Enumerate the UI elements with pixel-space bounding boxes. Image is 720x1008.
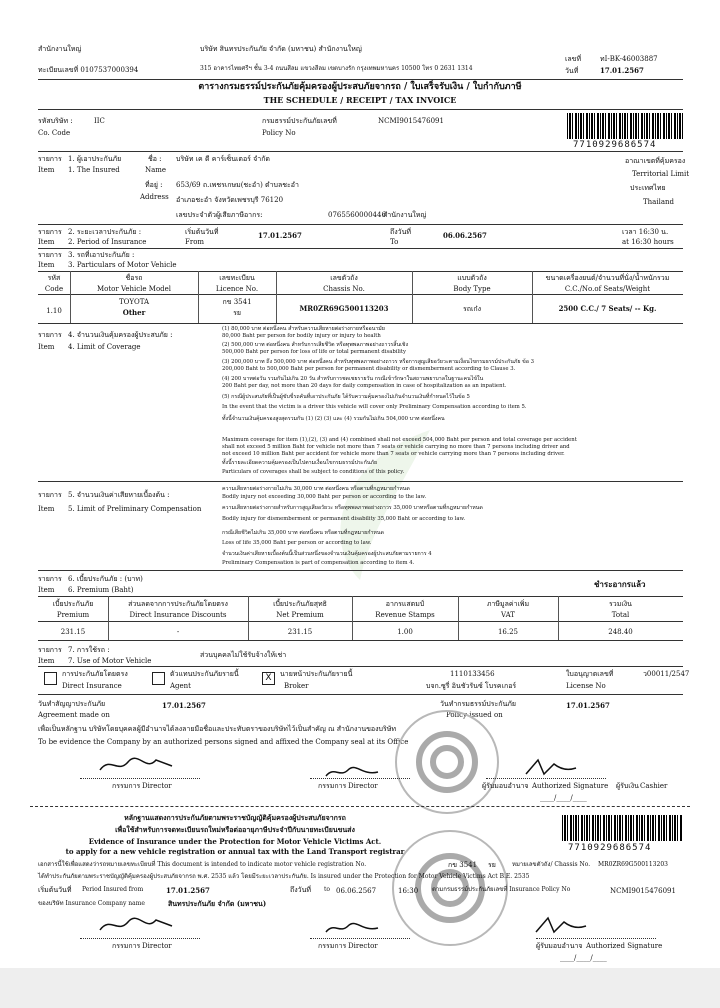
evidence-to: 06.06.2567 <box>336 887 377 895</box>
authorized-signature-icon <box>520 754 580 780</box>
broker-code: 1110133456 <box>450 670 495 678</box>
license-label: ใบอนุญาตเลขที่ <box>566 670 614 678</box>
director-label: กรรมการ <box>112 782 141 790</box>
company-name: บริษัท สินทรประกันภัย จำกัด (มหาชน) สำนักงานใหญ่ <box>200 45 362 53</box>
total-col: รวมเงิน <box>609 600 632 608</box>
company-code-label: รหัสบริษัท : <box>38 117 73 125</box>
vat-col: ภาษีมูลค่าเพิ่ม <box>486 600 530 608</box>
policy-number: NCMI9015476091 <box>378 117 444 125</box>
item-label-en: Item <box>38 657 55 665</box>
evidence-policy-label: ตามกรมธรรม์ประกันภัยเลขที่ Insurance Policy No <box>432 886 571 893</box>
use-label: 7. การใช้รถ : <box>68 646 110 654</box>
evidence-chassis-label: หมายเลขตัวถัง/ Chassis No. <box>512 861 591 868</box>
preliminary-line: จำนวนเงินค่าเสียหายเบื้องต้นนี้เป็นส่วนหนึ่งของจำนวนเงินคุ้มครองผู้ประสบภัยตามรายการ 4 <box>222 551 432 557</box>
vehicle-col-model-en: Motor Vehicle Model <box>96 285 172 293</box>
preliminary-label-en: 5. Limit of Preliminary Compensation <box>68 505 202 513</box>
item-label-en: Item <box>38 343 55 351</box>
preliminary-line: Bodily injury not exceeding 30,000 Baht per person or according to the law. <box>222 494 427 500</box>
vehicle-licence: กข 3541 <box>222 298 252 306</box>
preliminary-label: 5. จำนวนเงินค่าเสียหายเบื้องต้น : <box>68 491 170 499</box>
net-premium-col: เบี้ยประกันภัยสุทธิ <box>273 600 327 608</box>
policy-no-label: กรมธรรม์ประกันภัยเลขที่ <box>262 117 337 125</box>
cashier-label: ผู้รับเงิน <box>616 782 639 790</box>
item-label-en: Item <box>38 505 55 513</box>
insured-branch: สำนักงานใหญ่ <box>383 211 427 219</box>
vehicle-body-type: รถเก๋ง <box>462 305 482 313</box>
vehicle-code: 1.10 <box>46 307 62 315</box>
coverage-line: 200,000 Baht to 500,000 Baht per person for permanent disability or dismemberment according to Clause 3. <box>222 366 516 372</box>
evidence-title-th2: เพื่อใช้สำหรับการจดทะเบียนรถใหม่หรือต่ออายุภาษีประจำปีกับนายทะเบียนขนส่ง <box>115 825 355 834</box>
coverage-line: Maximum coverage for item (1),(2), (3) and (4) combined shall not exceed 504,000 Baht per person and total coverage per accident <box>222 437 577 443</box>
period-from: 17.01.2567 <box>258 231 302 240</box>
director-signature-icon <box>96 912 176 938</box>
territory-country: ประเทศไทย <box>630 184 666 192</box>
insured-address-1: 653/69 ถ.เพชรเกษม(ชะอำ) ตำบลชะอำ <box>176 181 299 189</box>
coverage-line: 80,000 Baht per person for bodily injury or injury to health <box>222 333 381 339</box>
vehicle-label-en: 3. Particulars of Motor Vehicle <box>68 261 177 269</box>
vat-value: 16.25 <box>497 628 519 636</box>
company-code-label-en: Co. Code <box>38 129 71 137</box>
authorized-label: ผู้รับมอบอำนาจ <box>482 782 529 790</box>
address-label: ที่อยู่ : <box>145 181 163 189</box>
vehicle-cc: 2500 C.C./ 7 Seats/ -- Kg. <box>558 304 657 313</box>
vehicle-chassis: MR0ZR69G500113203 <box>299 304 389 313</box>
coverage-line: 200 Baht per day, not more than 20 days for daily compensation in case of hospitalization as an inpatient. <box>222 383 507 389</box>
issue-label-en: Policy issued on <box>446 711 503 719</box>
evidence-from-label: เริ่มต้นวันที่ <box>38 886 72 894</box>
preliminary-line: Bodily injury for dismemberment or permanent disability 35,000 Baht or according to law. <box>222 516 466 522</box>
coverage-line: not exceed 10 million Baht per accident for vehicle more than 7 seats or vehicle carrying more than 7 persons including driver. <box>222 451 565 457</box>
coverage-line: (2) 500,000 บาท ต่อหนึ่งคน สำหรับการเสียชีวิต หรือทุพพลภาพอย่างถาวรสิ้นเชิง <box>222 342 409 348</box>
coverage-line: (1) 80,000 บาท ต่อหนึ่งคน สำหรับความเสียหายต่อร่างกายหรืออนามัย <box>222 326 385 332</box>
director-label: กรรมการ <box>318 782 347 790</box>
evidence-title-en2: to apply for a new vehicle registration or annual tax with the Land Transport registrar <box>65 847 405 856</box>
director-label-en: Director <box>142 942 172 950</box>
premium-label-en: 6. Premium (Baht) <box>68 586 134 594</box>
evidence-licence: กข 3541 <box>448 861 478 869</box>
item-label-en: Item <box>38 238 55 246</box>
territory-label: อาณาเขตที่คุ้มครอง <box>625 157 686 165</box>
period-to-label: ถึงวันที่ <box>390 228 411 236</box>
vehicle-make: TOYOTA <box>118 298 150 306</box>
evidence-from: 17.01.2567 <box>166 886 210 895</box>
item-label: รายการ <box>38 491 62 499</box>
head-office-label: สำนักงานใหญ่ <box>38 45 82 53</box>
insured-label: 1. ผู้เอาประกันภัย <box>68 155 122 163</box>
total-value: 248.40 <box>608 628 633 636</box>
direct-insurance-label-en: Direct Insurance <box>62 682 122 690</box>
period-label-en: 2. Period of Insurance <box>68 238 147 246</box>
insured-address-2: อำเภอชะอำ จังหวัดเพชรบุรี 76120 <box>176 196 284 204</box>
total-col-en: Total <box>611 611 630 619</box>
vehicle-label: 3. รถที่เอาประกันภัย : <box>68 251 135 259</box>
evidence-title-th1: หลักฐานแสดงการประกันภัยตามพระราชบัญญัติคุ้มครองผู้ประสบภัยจากรถ <box>124 813 346 822</box>
vehicle-col-chassis-en: Chassis No. <box>323 285 365 293</box>
item-label: รายการ <box>38 646 62 654</box>
discount-col-en: Direct Insurance Discounts <box>129 611 227 619</box>
evidence-statement-en: To be evidence the Company by an authorized persons signed and affixed the Company seal at its Office <box>38 738 409 746</box>
preliminary-line: กรณีเสียชีวิตไม่เกิน 35,000 บาท ต่อหนึ่งคน หรือตามที่กฎหมายกำหนด <box>222 530 384 536</box>
net-premium-col-en: Net Premium <box>276 611 324 619</box>
evidence-to-label-en: to <box>324 886 331 893</box>
policy-no-label-en: Policy No <box>262 129 296 137</box>
evidence-time: 16:30 <box>398 887 419 895</box>
director-label: กรรมการ <box>112 942 141 950</box>
agent-label-en: Agent <box>170 682 191 690</box>
director-label-en: Director <box>142 782 172 790</box>
vehicle-col-cc-en: C.C./No.of Seats/Weight <box>564 285 651 293</box>
cashier-label-en: Cashier <box>640 782 668 790</box>
agreement-label: วันทำสัญญาประกันภัย <box>38 700 106 708</box>
name-label-en: Name <box>145 166 167 174</box>
authorized-label-en: Authorized Signature <box>532 782 609 790</box>
coverage-line: (5) กรณีผู้ประสบภัยที่เป็นผู้ขับขี่รถคันที่เอาประกันภัย ได้รับความคุ้มครองไม่เกินจำนวนเงินที่กำหนดไว้ในข้อ 5 <box>222 394 470 400</box>
broker-checkbox[interactable]: X <box>262 672 275 685</box>
doc-no-label: เลขที่ <box>565 55 582 63</box>
stamps-col-en: Revenue Stamps <box>375 611 435 619</box>
use-label-en: 7. Use of Motor Vehicle <box>68 657 152 665</box>
coverage-line: ทั้งนี้จำนวนเงินคุ้มครองสูงสุดรวมกัน (1) (2) (3) และ (4) รวมกันไม่เกิน 504,000 บาท ต่อหนึ่งคน <box>222 416 445 422</box>
vehicle-col-body-en: Body Type <box>453 285 491 293</box>
address-label-en: Address <box>140 193 169 201</box>
coverage-line: shall not exceed 5 million Baht for vehicle not more than 7 seats or vehicle carrying no more than 7 persons including driver and <box>222 444 570 450</box>
period-from-label-en: From <box>185 238 205 246</box>
date-label: วันที่ <box>565 67 579 75</box>
territory-country-en: Thailand <box>643 198 674 206</box>
agreement-label-en: Agreement made on <box>38 711 110 719</box>
director-signature-icon <box>322 916 382 938</box>
period-time-en: at 16:30 hours <box>622 238 674 246</box>
item-label: รายการ <box>38 228 62 236</box>
broker-label-en: Broker <box>284 682 309 690</box>
broker-name: บจก.ซูรี่ อินชัวรันซ์ โบรคเกอร์ <box>426 682 517 690</box>
company-address: 315 อาคารไทยศรีฯ ชั้น 3-4 ถนนสีลม แขวงสีลม เขตบางรัก กรุงเทพมหานคร 10500 โทร 0 2631 1314 <box>200 65 473 72</box>
authorized-label-en: Authorized Signature <box>586 942 663 950</box>
period-time: เวลา 16:30 น. <box>622 228 669 236</box>
coverage-line: ทั้งนี้รายละเอียดความคุ้มครองเป็นไปตามเงื่อนไขกรมธรรม์ประกันภัย <box>222 460 378 466</box>
evidence-chassis: MR0ZR69G500113203 <box>598 861 668 868</box>
preliminary-line: ความเสียหายต่อร่างกายไม่เกิน 30,000 บาท ต่อหนึ่งคน หรือตามที่กฎหมายกำหนด <box>222 486 410 492</box>
evidence-from-label-en: Period Insured from <box>82 886 144 893</box>
vehicle-col-code: รหัส <box>47 274 61 282</box>
item-label-en: Item <box>38 586 55 594</box>
company-seal-icon <box>395 710 499 814</box>
direct-insurance-checkbox[interactable] <box>44 672 57 685</box>
name-label: ชื่อ : <box>148 155 162 163</box>
vehicle-col-code-en: Code <box>44 285 64 293</box>
vehicle-col-body: แบบตัวถัง <box>457 274 487 282</box>
director-label-en: Director <box>348 942 378 950</box>
signature-date-blank: ____/____/____ <box>560 954 607 962</box>
issue-label: วันทำกรมธรรม์ประกันภัย <box>440 700 516 708</box>
insured-name: บริษัท เค ดี คาร์เซ็นเตอร์ จำกัด <box>176 155 270 163</box>
coverage-line: (4) 200 บาทต่อวัน รวมกันไม่เกิน 20 วัน สำหรับการชดเชยรายวัน กรณีเข้ารักษาในสถานพยาบาลในฐานะคนไข้ใน <box>222 376 484 382</box>
discount-value: - <box>176 628 180 636</box>
use-value: ส่วนบุคคลไม่ใช้รับจ้างให้เช่า <box>200 651 287 659</box>
director-label: กรรมการ <box>318 942 347 950</box>
period-label: 2. ระยะเวลาประกันภัย : <box>68 228 142 236</box>
net-premium-value: 231.15 <box>287 628 313 636</box>
direct-insurance-label: การประกันภัยโดยตรง <box>62 670 128 678</box>
preliminary-line: ความเสียหายต่อร่างกายสำหรับการสูญเสียอวัยวะ หรือทุพพลภาพอย่างถาวร 35,000 บาทหรือตามที่กฎหมายกำหนด <box>222 505 483 511</box>
signature-date-blank: ____/____/____ <box>540 794 587 802</box>
doc-no: ทI-BK-46003887 <box>600 55 658 63</box>
authorized-label: ผู้รับมอบอำนาจ <box>536 942 583 950</box>
premium-value: 231.15 <box>60 628 86 636</box>
coverage-line: 500,000 Baht per person for loss of life or total permanent disability <box>222 349 406 355</box>
coverage-line: In the event that the victim is a driver this vehicle will cover only Preliminary Compensation according to item 5. <box>222 404 527 410</box>
item-label: รายการ <box>38 251 62 259</box>
period-to: 06.06.2567 <box>443 231 487 240</box>
premium-col-en: Premium <box>56 611 90 619</box>
item-label: รายการ <box>38 155 62 163</box>
vehicle-col-licence: เลขทะเบียน <box>219 274 255 282</box>
vehicle-col-chassis: เลขตัวถัง <box>330 274 358 282</box>
discount-col: ส่วนลดจากการประกันภัยโดยตรง <box>128 600 228 608</box>
evidence-company-label: ของบริษัท Insurance Company name <box>38 900 145 907</box>
company-code: IIC <box>94 117 105 125</box>
vehicle-col-cc: ขนาดเครื่องยนต์/จำนวนที่นั่ง/น้ำหนักรวม <box>545 274 670 282</box>
barcode-bottom-number: 7710929686574 <box>568 843 652 853</box>
agent-checkbox[interactable] <box>152 672 165 685</box>
company-tax-id: ทะเบียนเลขที่ 0107537000394 <box>38 66 139 74</box>
vat-col-en: VAT <box>501 611 515 619</box>
vehicle-col-licence-en: Licence No. <box>215 285 259 293</box>
preliminary-line: Loss of life 35,000 Baht per person or according to law. <box>222 540 372 546</box>
authorized-signature-icon <box>530 912 590 938</box>
premium-label: 6. เบี้ยประกันภัย : (บาท) <box>68 575 143 583</box>
coverage-label: 4. จำนวนเงินคุ้มครองผู้ประสบภัย : <box>68 331 173 339</box>
issue-date: 17.01.2567 <box>566 701 610 710</box>
evidence-line-1: เอกสารนี้ใช้เพื่อแสดงว่ารถหมายเลขทะเบียนที่ This document is intended to indicate motor vehicle registration No. <box>38 861 367 868</box>
vehicle-model: Other <box>122 308 146 317</box>
evidence-province: รย <box>488 861 496 869</box>
barcode-top-number: 7710929686574 <box>573 140 657 150</box>
coverage-label-en: 4. Limit of Coverage <box>68 343 141 351</box>
tax-id-label: เลขประจำตัวผู้เสียภาษีอากร: <box>176 211 263 219</box>
doc-date: 17.01.2567 <box>600 66 644 75</box>
stamps-value: 1.00 <box>397 628 413 636</box>
evidence-company: สินทรประกันภัย จำกัด (มหาชน) <box>168 899 267 908</box>
evidence-to-label: ถึงวันที่ <box>290 886 311 894</box>
director-label-en: Director <box>348 782 378 790</box>
premium-col: เบี้ยประกันภัย <box>52 600 94 608</box>
document-title-th: ตารางกรมธรรม์ประกันภัยคุ้มครองผู้ประสบภัยจากรถ / ใบเสร็จรับเงิน / ใบกำกับภาษี <box>198 82 522 92</box>
vehicle-province: รย <box>233 309 241 317</box>
agreement-date: 17.01.2567 <box>162 701 206 710</box>
vehicle-col-model: ชื่อรถ <box>125 274 143 282</box>
agent-label: ตัวแทนประกันภัยรายนี้ <box>170 670 239 678</box>
item-label: รายการ <box>38 575 62 583</box>
coverage-line: Particulars of coverages shall be subject to conditions of this policy. <box>222 469 405 475</box>
evidence-line-2: ได้ทำประกันภัยตามพระราชบัญญัติคุ้มครองผู้ประสบภัยจากรถ พ.ศ. 2535 แล้ว โดยมีระยะเวลาประกันภัย. Is insured under the Protection for Motor Vehicle Victims Act B.E. 2535 <box>38 873 530 880</box>
document-title-en: THE SCHEDULE / RECEIPT / TAX INVOICE <box>263 95 457 105</box>
period-to-label-en: To <box>390 238 399 246</box>
item-label-en: Item <box>38 166 55 174</box>
director-signature-icon <box>96 752 176 778</box>
license-number: ว00011/2547 <box>643 670 690 678</box>
stamp-paid: ชำระอากรแล้ว <box>594 579 646 589</box>
insured-label-en: 1. The Insured <box>68 166 120 174</box>
territory-label-en: Territorial Limit <box>632 170 690 178</box>
preliminary-line: Preliminary Compensation is part of compensation according to item 4. <box>222 560 415 566</box>
stamps-col: อากรแสตมป์ <box>385 600 425 608</box>
barcode-top <box>567 113 683 139</box>
broker-label: นายหน้าประกันภัยรายนี้ <box>280 670 353 678</box>
item-label-en: Item <box>38 261 55 269</box>
barcode-bottom <box>562 815 682 841</box>
item-label: รายการ <box>38 331 62 339</box>
period-from-label: เริ่มต้นวันที่ <box>185 228 219 236</box>
license-label-en: License No <box>566 682 606 690</box>
evidence-policy: NCMI9015476091 <box>610 887 676 895</box>
coverage-line: (3) 200,000 บาท ถึง 500,000 บาท ต่อหนึ่งคน สำหรับทุพพลภาพอย่างถาวร หรือการสูญเสียอวัยวะตามเงื่อนไขกรมธรรม์ประกันภัย ข้อ 3 <box>222 359 535 365</box>
evidence-title-en1: Evidence of Insurance under the Protection for Motor Vehicle Victims Act. <box>88 837 382 846</box>
insured-tax-id: 0765560000446 <box>328 211 386 219</box>
evidence-statement: เพื่อเป็นหลักฐาน บริษัทโดยบุคคลผู้มีอำนาจได้ลงลายมือชื่อและประทับตราของบริษัทไว้เป็นสำคัญ ณ สำนักงานของบริษัท <box>38 725 396 733</box>
